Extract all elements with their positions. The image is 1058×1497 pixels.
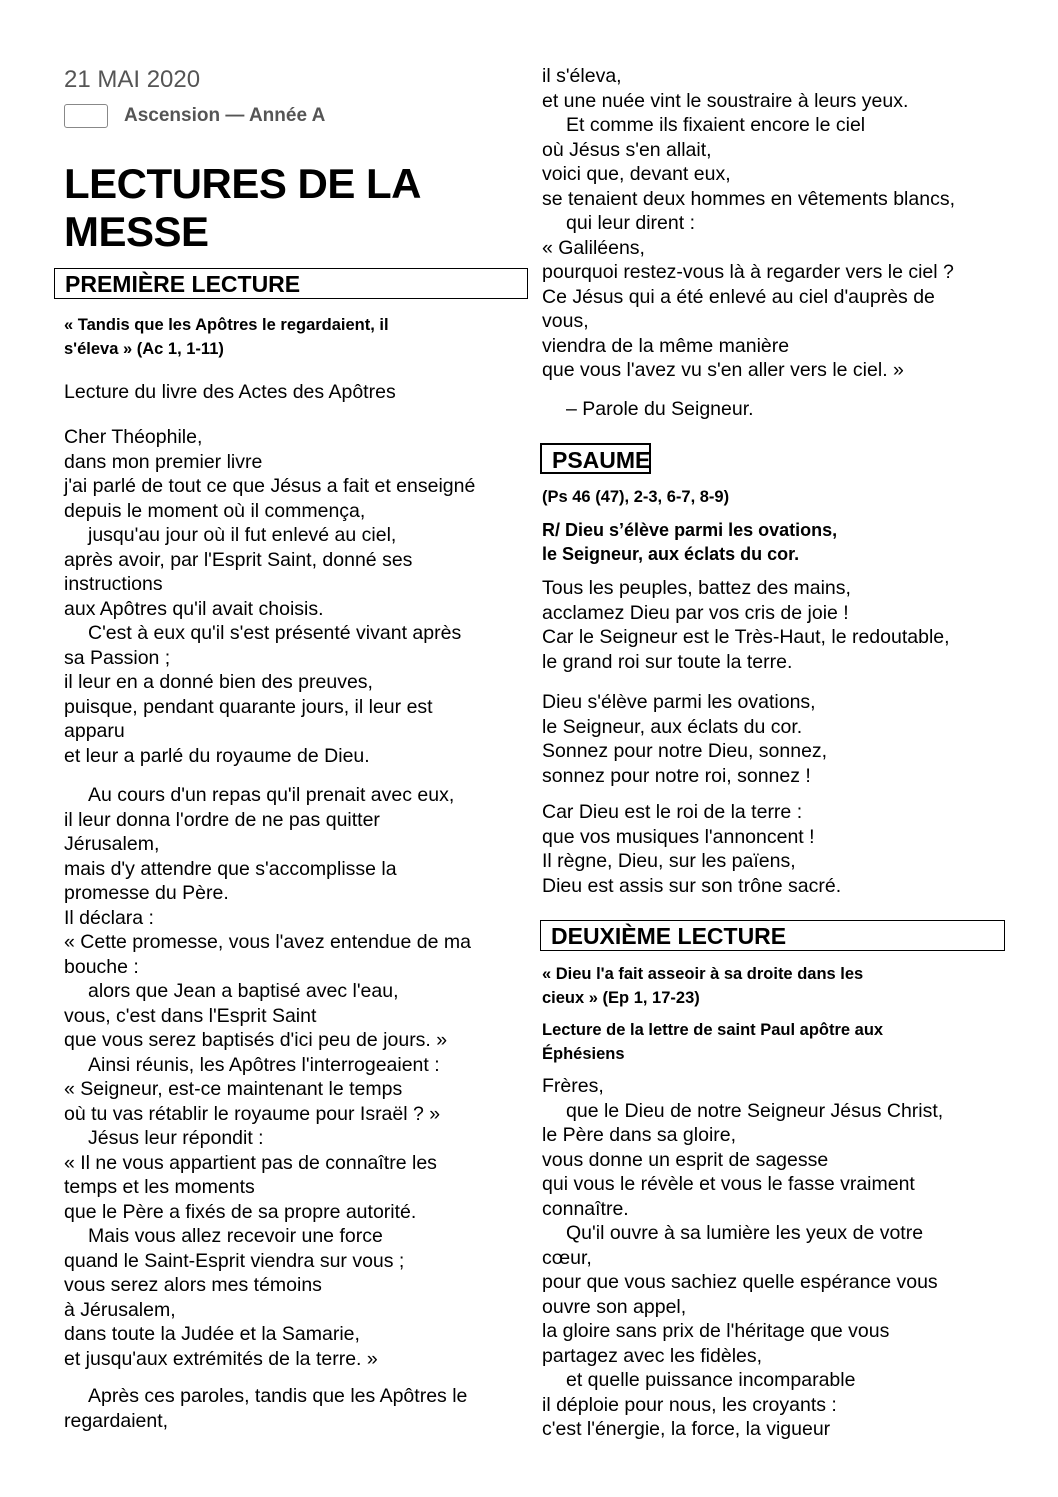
text-line: que vos musiques l'annoncent ! (542, 825, 815, 848)
text-line: Car le Seigneur est le Très-Haut, le redoutable, (542, 626, 950, 648)
second-reading-intro (542, 1018, 1012, 1066)
text-line: Après ces paroles, tandis que les Apôtres le (88, 1385, 468, 1407)
text-line: « Seigneur, est-ce maintenant le temps (64, 1078, 403, 1100)
psalm-reference: (Ps 46 (47), 2-3, 6-7, 8-9) (542, 488, 730, 506)
text-line: instructions (64, 573, 163, 595)
second-reading-text (542, 1074, 1012, 1442)
text-line: connaître. (542, 1197, 629, 1220)
text-line: vous, (542, 310, 589, 332)
text-line: le Seigneur, aux éclats du cor. (542, 715, 803, 738)
text-line: où tu vas rétablir le royaume pour Israël ? » (64, 1102, 441, 1125)
title-line: LECTURES DE LA (64, 160, 422, 207)
text-line: jusqu'au jour où il fut enlevé au ciel, (88, 524, 397, 546)
first-reading-intro: Lecture du livre des Actes des Apôtres (64, 381, 396, 403)
text-line: Qu'il ouvre à sa lumière les yeux de votre (566, 1222, 924, 1244)
first-reading-reference (64, 313, 534, 361)
text-line: Cher Théophile, (64, 426, 203, 448)
text-line: voici que, devant eux, (542, 163, 731, 185)
text-line: Car Dieu est le roi de la terre : (542, 801, 803, 823)
text-line: Ce Jésus qui a été enlevé au ciel d'auprès de (542, 285, 935, 308)
text-line: et quelle puissance incomparable (566, 1369, 856, 1391)
text-line: qui leur dirent : (566, 212, 695, 234)
refrain-line: R/ Dieu s’élève parmi les ovations, (542, 520, 838, 540)
second-reading-heading: DEUXIÈME LECTURE (540, 920, 1005, 951)
text-line: sa Passion ; (64, 646, 171, 669)
text-line: il leur en a donné bien des preuves, (64, 671, 373, 693)
text-line: temps et les moments (64, 1176, 255, 1198)
ref-line: cieux » (Ep 1, 17-23) (542, 989, 700, 1007)
first-reading-paragraph-1 (64, 425, 534, 768)
text-line: alors que Jean a baptisé avec l'eau, (88, 980, 399, 1002)
text-line: et leur a parlé du royaume de Dieu. (64, 744, 370, 767)
intro-line: Lecture de la lettre de saint Paul apôtre aux (542, 1021, 884, 1039)
text-line: viendra de la même manière (542, 334, 790, 357)
text-line: qui vous le révèle et vous le fasse vraiment (542, 1173, 915, 1195)
ref-line: « Dieu l'a fait asseoir à sa droite dans les (542, 965, 864, 983)
text-line: le Père dans sa gloire, (542, 1124, 737, 1146)
text-line: et jusqu'aux extrémités de la terre. » (64, 1347, 378, 1370)
text-line: cœur, (542, 1246, 592, 1269)
psalm-stanza-3 (542, 800, 841, 898)
text-line: puisque, pendant quarante jours, il leur est (64, 695, 433, 718)
text-line: vous, c'est dans l'Esprit Saint (64, 1004, 317, 1027)
text-line: se tenaient deux hommes en vêtements blancs, (542, 187, 955, 210)
text-line: que vous l'avez vu s'en aller vers le ciel. » (542, 359, 904, 381)
date: 21 MAI 2020 (64, 66, 201, 93)
page-title (64, 160, 534, 256)
text-line: « Galiléens, (542, 236, 645, 259)
text-line: sonnez pour notre roi, sonnez ! (542, 764, 811, 787)
text-line: C'est à eux qu'il s'est présenté vivant après (88, 622, 462, 644)
text-line: la gloire sans prix de l'héritage que vous (542, 1320, 890, 1342)
text-line: bouche : (64, 955, 139, 978)
text-line: depuis le moment où il commença, (64, 499, 366, 522)
text-line: que le Père a fixés de sa propre autorité. (64, 1200, 417, 1223)
text-line: j'ai parlé de tout ce que Jésus a fait et enseigné (64, 475, 476, 497)
text-line: dans toute la Judée et la Samarie, (64, 1323, 360, 1345)
text-line: « Il ne vous appartient pas de connaître les (64, 1151, 437, 1174)
text-line: vous donne un esprit de sagesse (542, 1148, 829, 1171)
feast-label: Ascension — Année A (124, 105, 326, 126)
text-line: et une nuée vint le soustraire à leurs yeux. (542, 89, 909, 112)
first-reading-continuation (542, 64, 1012, 383)
text-line: ouvre son appel, (542, 1295, 687, 1318)
text-line: Sonnez pour notre Dieu, sonnez, (542, 740, 828, 762)
psalm-stanza-1 (542, 576, 950, 674)
text-line: après avoir, par l'Esprit Saint, donné ses (64, 548, 413, 571)
text-line: acclamez Dieu par vos cris de joie ! (542, 601, 849, 624)
tag-box (64, 104, 108, 128)
text-line: que le Dieu de notre Seigneur Jésus Christ, (566, 1099, 944, 1122)
text-line: Et comme ils fixaient encore le ciel (566, 114, 866, 136)
text-line: Il règne, Dieu, sur les païens, (542, 850, 796, 872)
text-line: Ainsi réunis, les Apôtres l'interrogeaient : (88, 1053, 440, 1076)
feast-tag (64, 104, 325, 128)
text-line: Tous les peuples, battez des mains, (542, 577, 851, 599)
text-line: promesse du Père. (64, 882, 229, 904)
text-line: regardaient, (64, 1409, 169, 1432)
text-line: il leur donna l'ordre de ne pas quitter (64, 808, 380, 831)
text-line: c'est l'énergie, la force, la vigueur (542, 1418, 831, 1440)
text-line: « Cette promesse, vous l'avez entendue de ma (64, 931, 471, 953)
text-line: Mais vous allez recevoir une force (88, 1225, 383, 1247)
text-line: partagez avec les fidèles, (542, 1344, 763, 1367)
text-line: Il déclara : (64, 906, 154, 929)
second-reading-reference (542, 962, 1012, 1010)
refrain-line: le Seigneur, aux éclats du cor. (542, 544, 800, 564)
ref-line: « Tandis que les Apôtres le regardaient, il (64, 316, 389, 334)
title-line: MESSE (64, 208, 209, 255)
text-line: où Jésus s'en allait, (542, 138, 712, 161)
first-reading-closing: – Parole du Seigneur. (566, 398, 754, 420)
text-line: vous serez alors mes témoins (64, 1274, 322, 1296)
text-line: il déploie pour nous, les croyants : (542, 1393, 837, 1416)
text-line: que vous serez baptisés d'ici peu de jours. » (64, 1029, 448, 1051)
psalm-stanza-2 (542, 690, 827, 788)
first-reading-paragraph-2 (64, 783, 534, 1371)
text-line: Dieu est assis sur son trône sacré. (542, 874, 842, 897)
text-line: pourquoi restez-vous là à regarder vers le ciel ? (542, 261, 954, 283)
text-line: pour que vous sachiez quelle espérance vous (542, 1271, 938, 1293)
text-line: Dieu s'élève parmi les ovations, (542, 691, 816, 713)
intro-line: Éphésiens (542, 1045, 625, 1063)
text-line: Jésus leur répondit : (88, 1127, 264, 1149)
text-line: apparu (64, 720, 125, 742)
text-line: Jérusalem, (64, 833, 160, 855)
text-line: le grand roi sur toute la terre. (542, 650, 793, 673)
psalm-refrain (542, 518, 837, 566)
first-reading-heading: PREMIÈRE LECTURE (54, 268, 528, 299)
first-reading-paragraph-3 (64, 1384, 534, 1433)
text-line: dans mon premier livre (64, 450, 263, 473)
text-line: à Jérusalem, (64, 1298, 176, 1321)
text-line: Frères, (542, 1075, 604, 1097)
psalm-heading: PSAUME (540, 443, 651, 474)
text-line: il s'éleva, (542, 65, 622, 87)
text-line: aux Apôtres qu'il avait choisis. (64, 597, 324, 620)
text-line: mais d'y attendre que s'accomplisse la (64, 857, 397, 880)
text-line: quand le Saint-Esprit viendra sur vous ; (64, 1249, 405, 1272)
ref-line: s'éleva » (Ac 1, 1-11) (64, 340, 224, 358)
text-line: Au cours d'un repas qu'il prenait avec eux, (88, 784, 455, 806)
